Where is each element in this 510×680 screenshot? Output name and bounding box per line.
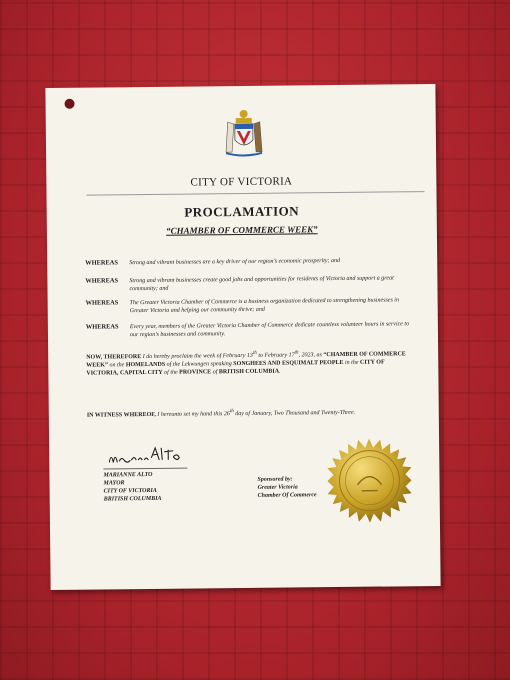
city-crest-icon (222, 108, 267, 158)
sponsor-label: Sponsored by: (257, 476, 293, 483)
province: PROVINCE (179, 369, 212, 376)
signatory-province: BRITISH COLUMBIA (103, 495, 162, 503)
witness-paragraph (87, 406, 413, 419)
whereas-keyword: WHEREAS (85, 259, 118, 267)
whereas-clause (85, 274, 409, 293)
peoples: SONGHEES AND ESQUIMALT PEOPLE (233, 359, 344, 368)
text-run: of (211, 369, 219, 376)
superscript: th (294, 350, 299, 356)
proclamation-document (45, 84, 440, 590)
sponsor-org: Chamber Of Commerce (257, 492, 317, 499)
superscript: th (252, 350, 257, 356)
gold-seal-icon (327, 438, 412, 523)
whereas-text: The Greater Victoria Chamber of Commerce is a business organization dedicated to strengthening businesses in Greater Victoria and helping our community thrive; and (129, 297, 399, 315)
signatory-block (103, 471, 161, 504)
whereas-keyword: WHEREAS (85, 277, 119, 285)
whereas-text: Strong and vibrant businesses are a key driver of our region’s economic prosperity; and (129, 257, 341, 267)
document-title: PROCLAMATION (184, 203, 300, 220)
punch-hole (64, 99, 74, 109)
text-run: of the (162, 369, 180, 376)
document-subtitle: “CHAMBER OF COMMERCE WEEK” (166, 224, 318, 236)
homelands: HOMELANDS (125, 361, 166, 369)
province-name: BRITISH COLUMBIA (218, 368, 280, 376)
text-run: to February 17 (256, 352, 295, 359)
whereas-keyword: WHEREAS (85, 299, 119, 307)
text-run: of the Lekwungen speaking (165, 361, 234, 368)
text-run: . (279, 368, 281, 375)
sponsor-org: Greater Victoria (257, 484, 298, 491)
text-run: on the (107, 362, 126, 369)
signatory-role: MAYOR (103, 480, 125, 487)
whereas-clause (85, 256, 409, 267)
capital-city: CITY OF VICTORIA, CAPITAL CITY (86, 359, 385, 377)
signatory-city: CITY OF VICTORIA (103, 487, 157, 495)
sponsor-block (257, 475, 316, 500)
city-name: CITY OF VICTORIA (190, 175, 293, 189)
signatory-name: MARIANNE ALTO (103, 471, 153, 479)
mayor-signature (107, 444, 195, 469)
signature-line (103, 468, 187, 470)
divider (87, 191, 425, 196)
text-run: in the (343, 359, 361, 366)
proclamation-paragraph (86, 348, 412, 377)
text-run: day of January, Two Thousand and Twenty-Three. (233, 409, 356, 418)
text-run: , 2023, as (298, 352, 324, 359)
whereas-clause (86, 320, 410, 339)
whereas-text: Every year, members of the Greater Victoria Chamber of Commerce dedicate countless volunteer hours in service to our region’s businesses and community. (129, 321, 410, 339)
whereas-keyword: WHEREAS (85, 323, 119, 331)
text-run: I hereunto set my hand this 26 (155, 411, 230, 418)
text-run: I do hereby proclaim the week of February 13 (141, 352, 253, 361)
whereas-clause (86, 296, 410, 315)
event-name: “CHAMBER OF COMMERCE WEEK” (86, 351, 406, 369)
whereas-text: Strong and vibrant businesses create good jobs and opportunities for residents of Victoria and support a great community; and (129, 275, 394, 293)
therefore-lead: NOW, THEREFORE (86, 354, 142, 361)
superscript: th (229, 409, 234, 415)
witness-lead: IN WITNESS WHEREOF, (86, 411, 156, 419)
